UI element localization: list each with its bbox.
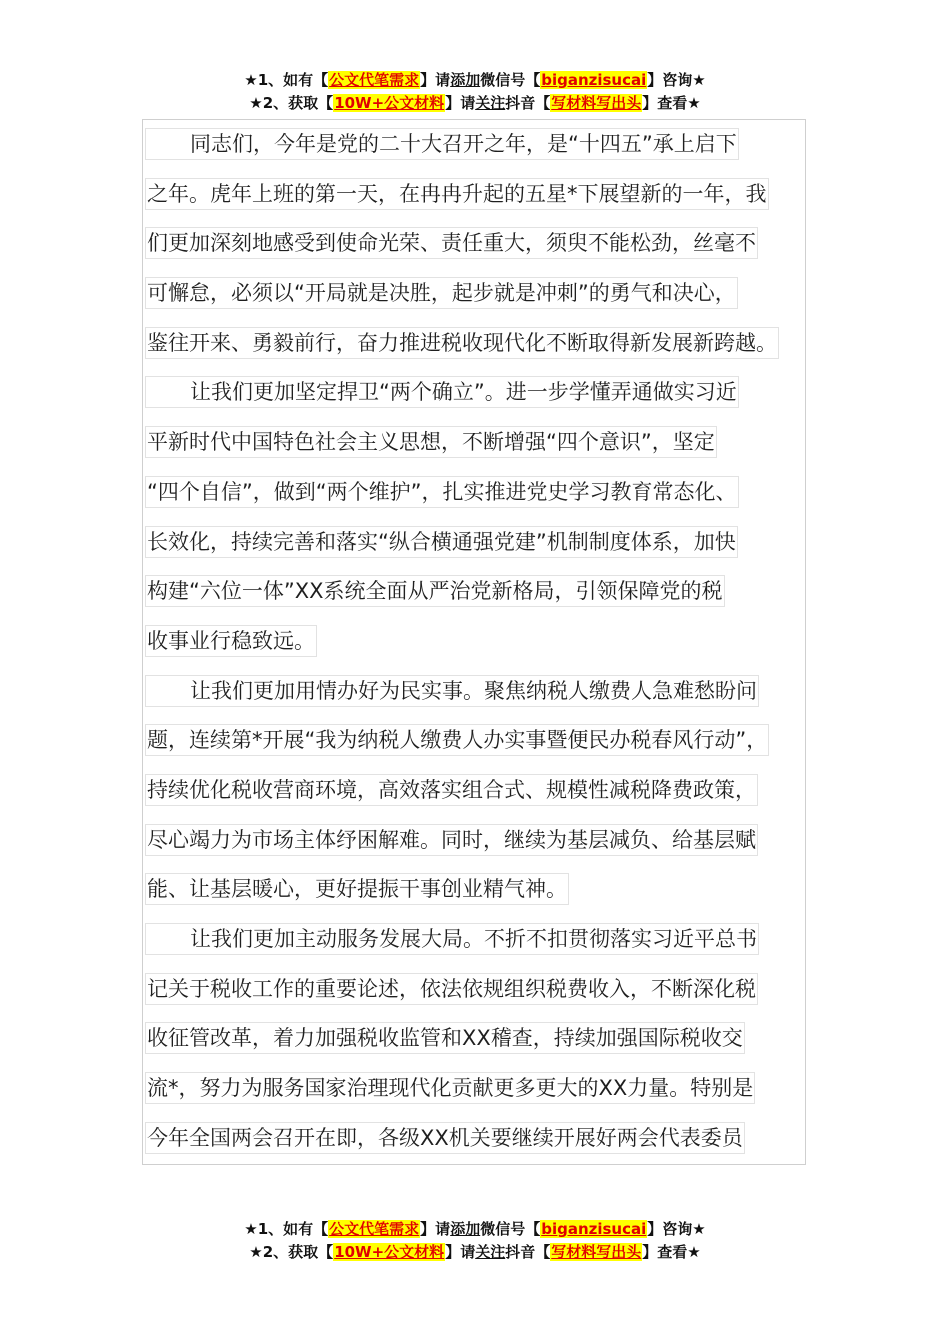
- document-body: [145, 121, 835, 1164]
- text-line: 今年全国两会召开在即，各级XX机关要继续开展好两会代表委员: [145, 1115, 835, 1165]
- text-line: 鉴往开来、勇毅前行，奋力推进税收现代化不断取得新发展新跨越。: [145, 320, 835, 370]
- highlight-wechat-id: biganzisucai: [541, 1220, 647, 1238]
- text-line: 题，连续第*开展“我为纳税人缴费人办实事暨便民办税春风行动”，: [145, 717, 835, 767]
- highlight-douyin: 写材料写出头: [551, 1243, 642, 1261]
- highlight-service: 公文代笔需求: [329, 1220, 420, 1238]
- text-line: 记关于税收工作的重要论述，依法依规组织税费收入，不断深化税: [145, 966, 835, 1016]
- text-line: 可懈怠，必须以“开局就是决胜，起步就是冲刺”的勇气和决心，: [145, 270, 835, 320]
- banner-line-2: ★2、获取【10W+公文材料】请关注抖音【写材料写出头】查看★: [249, 94, 701, 112]
- top-banner: [0, 69, 950, 115]
- text-line: 长效化，持续完善和落实“纵合横通强党建”机制制度体系，加快: [145, 519, 835, 569]
- text-line: “四个自信”，做到“两个维护”，扎实推进党史学习教育常态化、: [145, 469, 835, 519]
- text-line: 构建“六位一体”XX系统全面从严治党新格局，引领保障党的税: [145, 568, 835, 618]
- text-line: 让我们更加坚定捍卫“两个确立”。进一步学懂弄通做实习近: [145, 369, 835, 419]
- banner-line-1: ★1、如有【公文代笔需求】请添加微信号【biganzisucai】咨询★: [244, 1220, 706, 1238]
- highlight-materials: 10W+公文材料: [334, 1243, 445, 1261]
- bottom-banner: [0, 1218, 950, 1264]
- highlight-materials: 10W+公文材料: [334, 94, 445, 112]
- text-line: 收征管改革，着力加强税收监管和XX稽查，持续加强国际税收交: [145, 1015, 835, 1065]
- highlight-douyin: 写材料写出头: [551, 94, 642, 112]
- text-line: 们更加深刻地感受到使命光荣、责任重大，须臾不能松劲，丝毫不: [145, 220, 835, 270]
- banner-line-1: ★1、如有【公文代笔需求】请添加微信号【biganzisucai】咨询★: [244, 71, 706, 89]
- text-line: 收事业行稳致远。: [145, 618, 835, 668]
- text-line: 同志们，今年是党的二十大召开之年，是“十四五”承上启下: [145, 121, 835, 171]
- text-line: 之年。虎年上班的第一天，在冉冉升起的五星*下展望新的一年，我: [145, 171, 835, 221]
- highlight-service: 公文代笔需求: [329, 71, 420, 89]
- text-line: 尽心竭力为市场主体纾困解难。同时，继续为基层减负、给基层赋: [145, 817, 835, 867]
- text-line: 持续优化税收营商环境，高效落实组合式、规模性减税降费政策，: [145, 767, 835, 817]
- banner-line-2: ★2、获取【10W+公文材料】请关注抖音【写材料写出头】查看★: [249, 1243, 701, 1261]
- text-line: 流*，努力为服务国家治理现代化贡献更多更大的XX力量。特别是: [145, 1065, 835, 1115]
- text-line: 平新时代中国特色社会主义思想，不断增强“四个意识”，坚定: [145, 419, 835, 469]
- highlight-wechat-id: biganzisucai: [541, 71, 647, 89]
- text-line: 让我们更加主动服务发展大局。不折不扣贯彻落实习近平总书: [145, 916, 835, 966]
- text-line: 能、让基层暖心，更好提振干事创业精气神。: [145, 866, 835, 916]
- text-line: 让我们更加用情办好为民实事。聚焦纳税人缴费人急难愁盼问: [145, 668, 835, 718]
